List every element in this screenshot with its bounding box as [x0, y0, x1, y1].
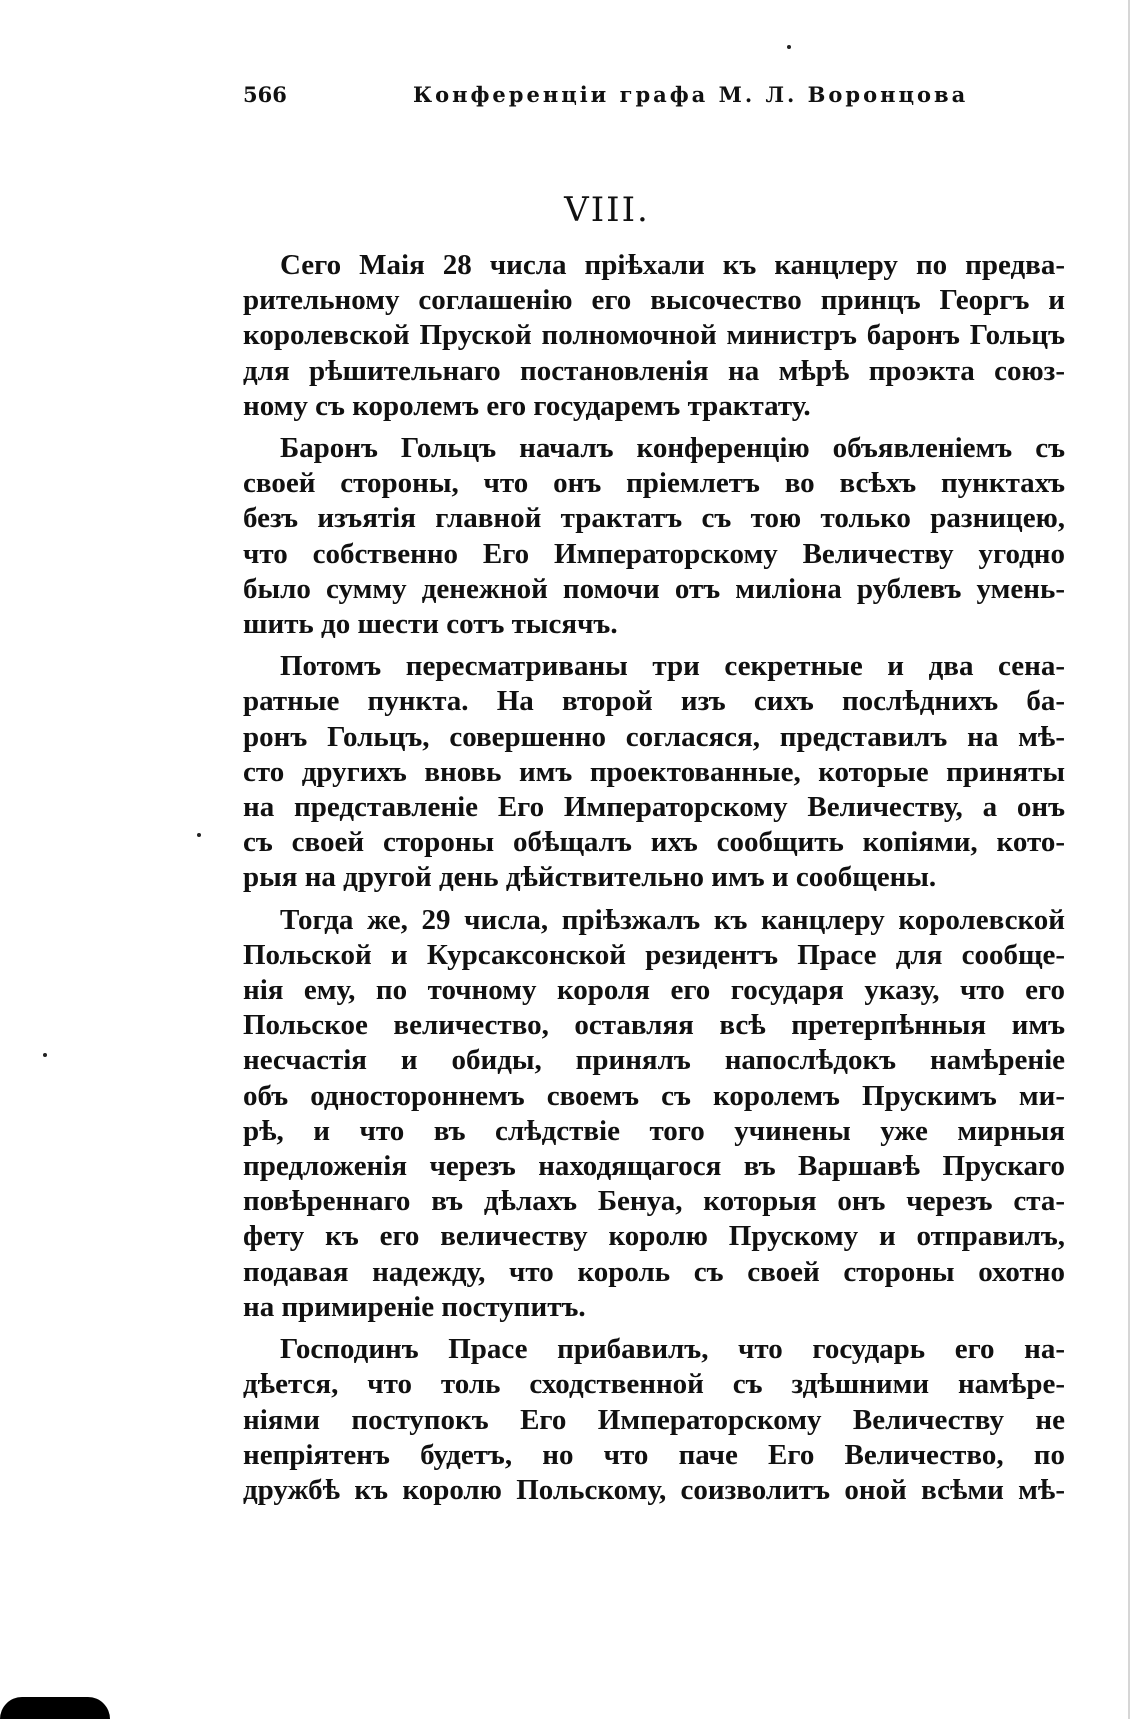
- text-line: нія ему, по точному короля его государя указу, что его: [243, 974, 1065, 1007]
- text-line: ніями поступокъ Его Императорскому Величеству не: [243, 1403, 1065, 1436]
- text-line: непріятенъ будетъ, но что паче Его Величество, по: [243, 1438, 1065, 1471]
- text-line: дружбѣ къ королю Польскому, соизволитъ оной всѣми мѣ-: [243, 1473, 1065, 1506]
- text-line: фету къ его величеству королю Прускому и отправилъ,: [243, 1220, 1065, 1253]
- body-text: [243, 248, 1065, 1515]
- scan-speck: [787, 45, 791, 49]
- text-line: дѣется, что толь сходственной съ здѣшними намѣре-: [243, 1368, 1065, 1401]
- text-line: ронъ Гольцъ, совершенно согласяся, представилъ на мѣ-: [243, 720, 1065, 753]
- text-line: на представленіе Его Императорскому Величеству, а онъ: [243, 791, 1065, 824]
- running-head: [243, 82, 1065, 112]
- paragraph-1: [243, 248, 1065, 424]
- text-line: Сего Маія 28 числа пріѣхали къ канцлеру по предва-: [280, 249, 1065, 281]
- paragraph-2: [243, 431, 1065, 642]
- text-line: королевской Пруской полномочной министръ баронъ Гольцъ: [243, 319, 1065, 352]
- paragraph-5: [243, 1332, 1065, 1508]
- scan-page-edge: [1128, 0, 1130, 1719]
- text-line: Потомъ пересматриваны три секретные и два сена-: [280, 650, 1065, 683]
- scan-corner-blot: [0, 1697, 110, 1719]
- text-line: Польской и Курсаксонской резидентъ Прасе для сообще-: [243, 938, 1065, 971]
- text-line: рѣ, и что въ слѣдствіе того учинены уже мирныя: [243, 1114, 1065, 1147]
- scan-speck: [197, 833, 201, 837]
- text-line: объ одностороннемъ своемъ съ королемъ Прускимъ ми-: [243, 1079, 1065, 1112]
- text-line: ному съ королемъ его государемъ трактату.: [243, 389, 811, 422]
- text-line: на примиреніе поступитъ.: [243, 1290, 586, 1323]
- text-line: для рѣшительнаго постановленія на мѣрѣ проэкта союз-: [243, 354, 1065, 387]
- paragraph-3: [243, 649, 1065, 895]
- paragraph-4: [243, 903, 1065, 1325]
- text-line: повѣреннаго въ дѣлахъ Бенуа, которыя онъ черезъ ста-: [243, 1185, 1065, 1218]
- text-line: Господинъ Прасе прибавилъ, что государь его на-: [280, 1333, 1065, 1366]
- page-number: 566: [243, 82, 287, 107]
- text-line: шить до шести сотъ тысячъ.: [243, 608, 618, 641]
- text-line: Тогда же, 29 числа, пріѣзжалъ къ канцлеру королевской: [280, 903, 1065, 936]
- scan-speck: [43, 1053, 47, 1057]
- text-line: своей стороны, что онъ пріемлетъ во всѣхъ пунктахъ: [243, 467, 1065, 500]
- text-line: ратные пункта. На второй изъ сихъ послѣднихъ ба-: [243, 685, 1065, 718]
- text-line: предложенія черезъ находящагося въ Варшавѣ Прускаго: [243, 1150, 1065, 1183]
- text-line: несчастія и обиды, принялъ напослѣдокъ намѣреніе: [243, 1044, 1065, 1077]
- text-line: подавая надежду, что король съ своей стороны охотно: [243, 1255, 1065, 1288]
- running-title: Конференціи графа М. Л. Воронцова: [413, 82, 969, 107]
- text-line: рыя на другой день дѣйствительно имъ и сообщены.: [243, 861, 937, 894]
- text-line: Польское величество, оставляя всѣ претерпѣнныя имъ: [243, 1009, 1065, 1042]
- text-line: безъ изъятія главной трактатъ съ тою только разницею,: [243, 502, 1065, 535]
- section-number: VIII.: [564, 190, 650, 230]
- text-line: сто другихъ вновь имъ проектованные, которые приняты: [243, 755, 1065, 788]
- text-line: Баронъ Гольцъ началъ конференцію объявленіемъ съ: [280, 432, 1065, 465]
- text-line: было сумму денежной помочи отъ миліона рублевъ умень-: [243, 572, 1065, 605]
- text-line: съ своей стороны обѣщалъ ихъ сообщить копіями, кото-: [243, 826, 1065, 859]
- text-line: что собственно Его Императорскому Величеству угодно: [243, 537, 1065, 570]
- text-line: рительному соглашенію его высочество принцъ Георгъ и: [243, 284, 1065, 317]
